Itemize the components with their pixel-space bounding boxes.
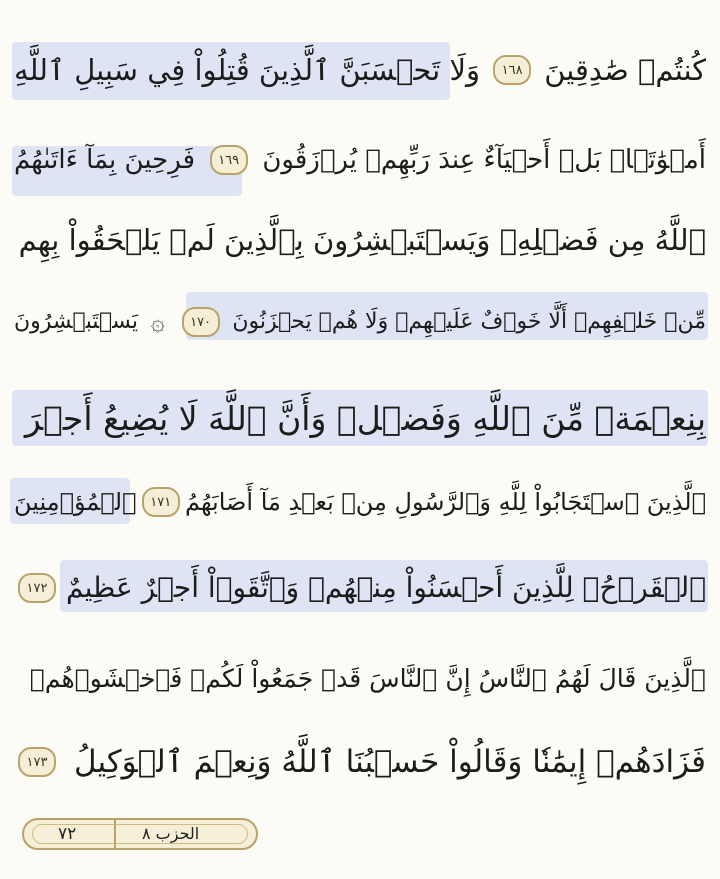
text-line-7 <box>14 548 706 628</box>
verse-text: ٱلَّذِينَ قَالَ لَهُمُ ٱلنَّاسُ إِنَّ ٱلنَّاسَ قَدۡ جَمَعُواْ لَكُمۡ فَٱخۡشَوۡهُمۡ <box>29 663 706 693</box>
text-line-3 <box>14 200 706 280</box>
verse-text: أَمۡوَٰتَۢاۚ بَلۡ أَحۡيَآءٌ عِندَ رَبِّهِمۡ يُرۡزَقُونَ <box>262 145 706 175</box>
verse-text: فَرِحِينَ بِمَآ ءَاتَىٰهُمُ <box>14 145 196 175</box>
text-line-2 <box>14 120 706 200</box>
text-line-1 <box>14 30 706 110</box>
verse-number-marker: ١٧٠ <box>182 307 220 337</box>
verse-text: ٱلۡقَرۡحُۚ لِلَّذِينَ أَحۡسَنُواْ مِنۡهُمۡ وَٱتَّقَوۡاْ أَجۡرٌ عَظِيمٌ <box>65 571 706 604</box>
text-line-9 <box>14 722 706 802</box>
hizb-label: الحزب ٨ <box>142 824 200 843</box>
verse-text: مِّنۡ خَلۡفِهِمۡ أَلَّا خَوۡفٌ عَلَيۡهِمۡ وَلَا هُمۡ يَحۡزَنُونَ <box>232 309 706 334</box>
verse-text: كُنتُمۡ صَٰدِقِينَ <box>544 52 706 87</box>
verse-text: يَسۡتَبۡشِرُونَ <box>14 309 138 334</box>
text-line-5 <box>14 378 706 458</box>
verse-text: وَلَا تَحۡسَبَنَّ ٱلَّذِينَ قُتِلُواْ فِي سَبِيلِ ٱللَّهِ <box>14 52 480 87</box>
text-line-6 <box>14 462 706 542</box>
verse-text: بِنِعۡمَةٖ مِّنَ ٱللَّهِ وَفَضۡلٖ وَأَنَّ ٱللَّهَ لَا يُضِيعُ أَجۡرَ <box>24 398 706 438</box>
verse-number-marker: ١٧٣ <box>18 747 56 777</box>
page-footer <box>22 818 258 850</box>
hizb-quarter-icon: ۞ <box>150 308 165 336</box>
verse-text: ٱلۡمُؤۡمِنِينَ <box>14 488 137 516</box>
page-number: ٧٢ <box>58 824 77 844</box>
verse-text: ٱلَّذِينَ ٱسۡتَجَابُواْ لِلَّهِ وَٱلرَّسُولِ مِنۢ بَعۡدِ مَآ أَصَابَهُمُ <box>184 488 706 516</box>
text-line-4 <box>14 282 706 362</box>
verse-number-marker: ١٧٢ <box>18 573 56 603</box>
verse-number-marker: ١٦٩ <box>210 145 248 175</box>
verse-text: فَزَادَهُمۡ إِيمَٰنٗا وَقَالُواْ حَسۡبُنَا ٱللَّهُ وَنِعۡمَ ٱلۡوَكِيلُ <box>74 743 706 780</box>
text-line-8 <box>14 638 706 718</box>
verse-number-marker: ١٦٨ <box>493 55 531 85</box>
verse-number-marker: ١٧١ <box>142 487 180 517</box>
verse-text: ٱللَّهُ مِن فَضۡلِهِۦ وَيَسۡتَبۡشِرُونَ بِٱلَّذِينَ لَمۡ يَلۡحَقُواْ بِهِم <box>18 222 706 257</box>
footer-divider <box>114 820 116 848</box>
